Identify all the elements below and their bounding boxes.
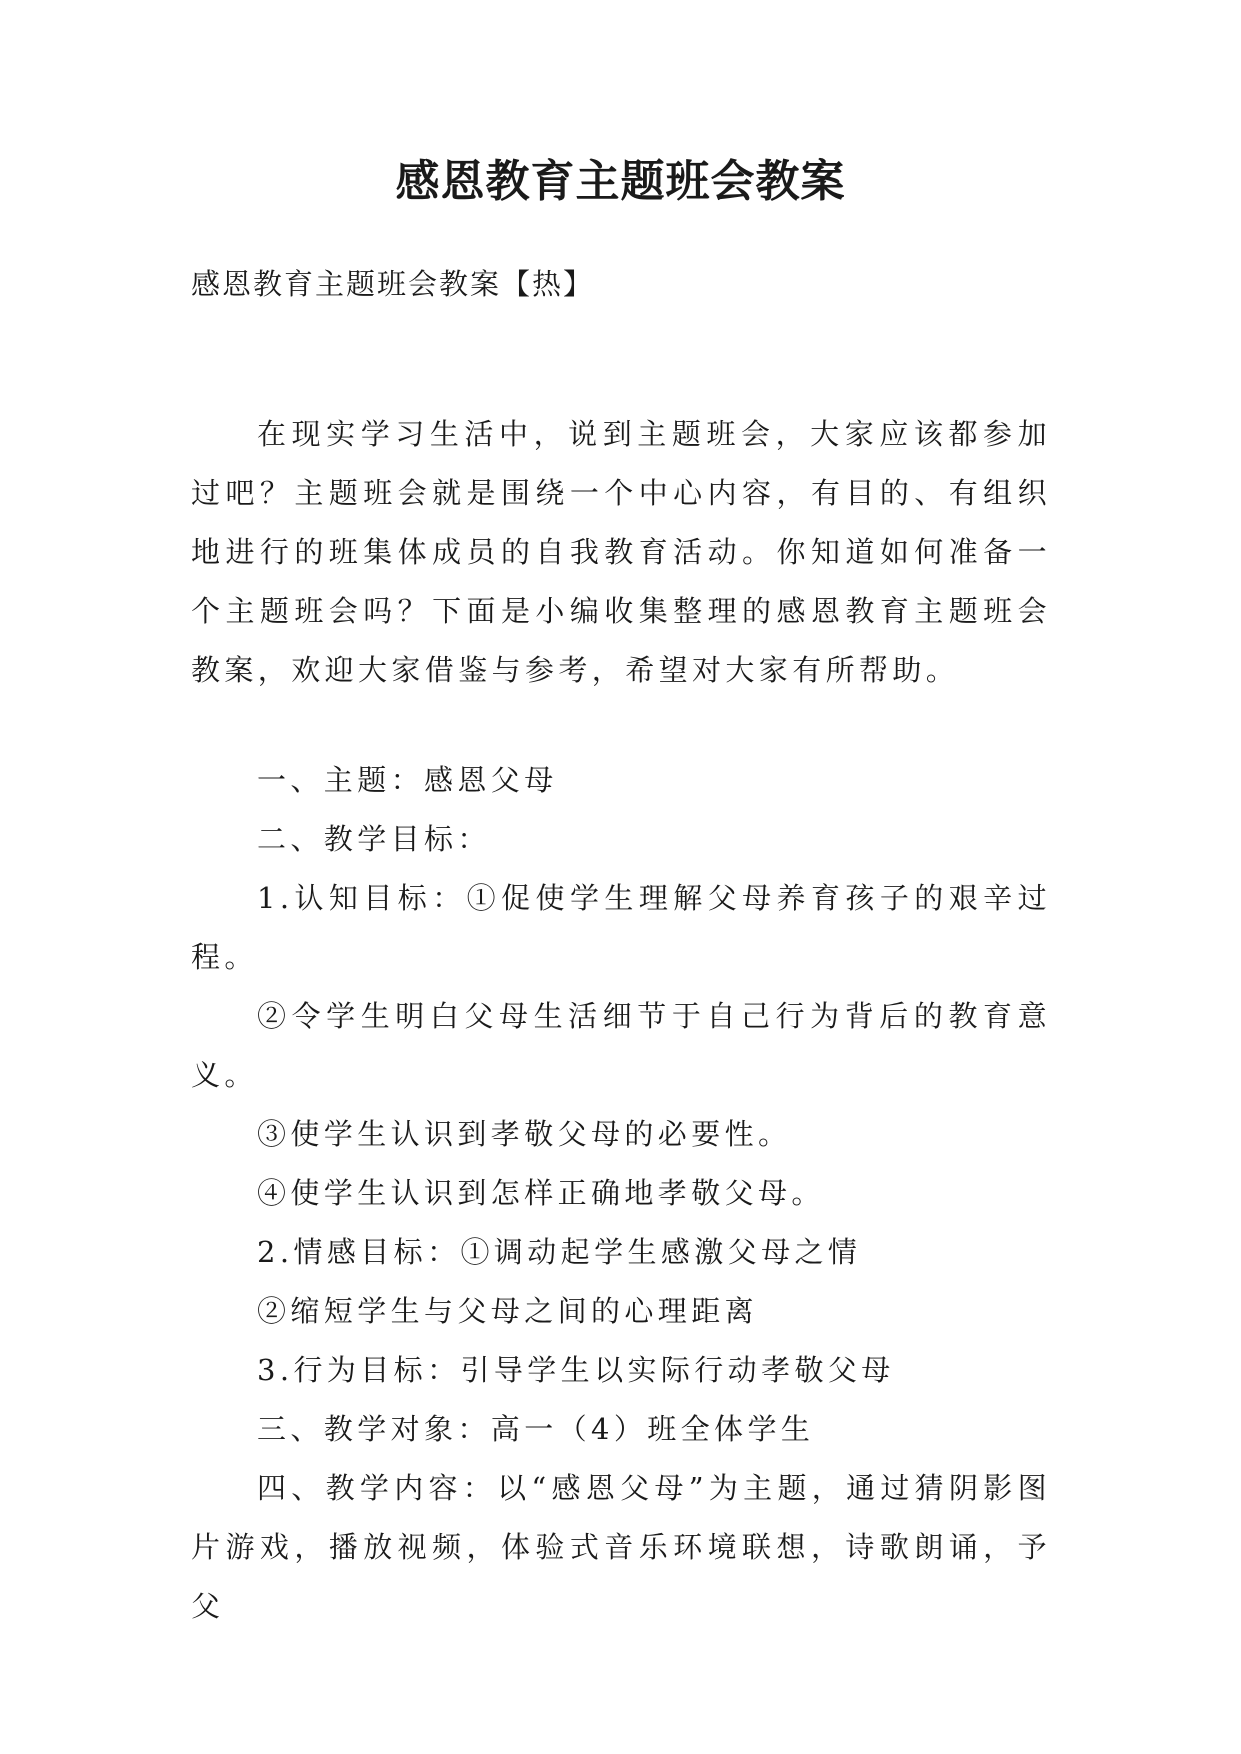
section-line: 1.认知目标：①促使学生理解父母养育孩子的艰辛过程。 — [191, 881, 1051, 974]
section-line: ③使学生认识到孝敬父母的必要性。 — [257, 1117, 792, 1151]
document-subtitle: 感恩教育主题班会教案【热】 — [191, 267, 595, 301]
lesson-plan-sections — [191, 751, 1051, 1636]
section-line: 三、教学对象：高一（4）班全体学生 — [257, 1412, 815, 1446]
section-line: 2.情感目标：①调动起学生感激父母之情 — [257, 1235, 862, 1269]
section-line: 二、教学目标： — [257, 822, 491, 856]
section-line: 3.行为目标：引导学生以实际行动孝敬父母 — [257, 1353, 895, 1387]
section-line: ②令学生明白父母生活细节于自己行为背后的教育意义。 — [191, 999, 1051, 1092]
document-title: 感恩教育主题班会教案 — [395, 156, 846, 207]
section-line: ②缩短学生与父母之间的心理距离 — [257, 1294, 759, 1328]
intro-paragraph: 在现实学习生活中，说到主题班会，大家应该都参加过吧？主题班会就是围绕一个中心内容，有目的、有组织地进行的班集体成员的自我教育活动。你知道如何准备一个主题班会吗？下面是小编收集整理的感恩教育主题班会教案，欢迎大家借鉴与参考，希望对大家有所帮助。 — [191, 417, 1051, 687]
section-line: 四、教学内容：以“感恩父母”为主题，通过猜阴影图片游戏，播放视频，体验式音乐环境联想，诗歌朗诵，予父 — [191, 1471, 1051, 1623]
section-line: ④使学生认识到怎样正确地孝敬父母。 — [257, 1176, 825, 1210]
section-line: 一、主题：感恩父母 — [257, 763, 558, 797]
